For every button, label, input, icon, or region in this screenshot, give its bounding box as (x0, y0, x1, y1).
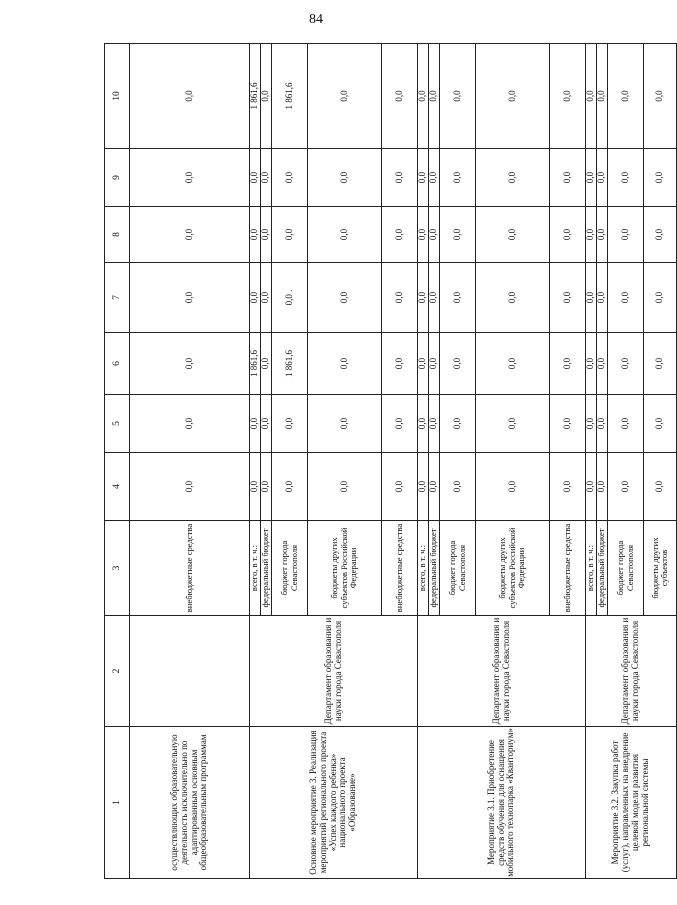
value-cell: 0,0 (250, 149, 261, 207)
value-cell: 0,0 (429, 44, 440, 149)
value-cell: 0,0 (272, 149, 308, 207)
value-cell: 0,0 . (272, 263, 308, 333)
value-cell: 1 861,6 (272, 333, 308, 395)
value-cell: 0,0 (382, 453, 418, 521)
value-cell: 0,0 (308, 395, 382, 453)
value-cell: 0,0 (608, 333, 644, 395)
value-cell: 0,0 (644, 333, 677, 395)
category-cell: всего, в т. ч.: (418, 521, 429, 616)
category-cell: бюджеты других субъектов (644, 521, 677, 616)
value-cell: 0,0 (429, 207, 440, 263)
value-cell: 0,0 (440, 453, 476, 521)
value-cell: 0,0 (597, 207, 608, 263)
value-cell: 0,0 (272, 395, 308, 453)
value-cell: 0,0 (476, 453, 550, 521)
category-cell: всего, в т. ч.: (250, 521, 261, 616)
page-number: 84 (309, 12, 323, 27)
value-cell: 0,0 (586, 263, 597, 333)
value-cell: 0,0 (608, 44, 644, 149)
value-cell: 0,0 (130, 263, 250, 333)
value-cell: 0,0 (130, 207, 250, 263)
value-cell: 0,0 (261, 453, 272, 521)
value-cell: 0,0 (644, 395, 677, 453)
category-cell: внебюджетные средства (130, 521, 250, 616)
value-cell: 0,0 (550, 207, 586, 263)
value-cell: 0,0 (597, 44, 608, 149)
value-cell: 0,0 (440, 333, 476, 395)
value-cell: 0,0 (440, 207, 476, 263)
value-cell: 0,0 (550, 395, 586, 453)
header-row (105, 44, 130, 879)
value-cell: 0,0 (308, 44, 382, 149)
value-cell: 0,0 (261, 395, 272, 453)
category-cell: бюджет города Севастополя (272, 521, 308, 616)
column-header: 10 (105, 44, 130, 149)
column-header: 3 (105, 521, 130, 616)
value-cell: 0,0 (429, 333, 440, 395)
value-cell: 0,0 (550, 263, 586, 333)
value-cell: 0,0 (250, 207, 261, 263)
value-cell: 0,0 (476, 149, 550, 207)
value-cell: 0,0 (382, 44, 418, 149)
value-cell: 0,0 (429, 395, 440, 453)
column-header: 8 (105, 207, 130, 263)
column-header: 6 (105, 333, 130, 395)
value-cell: 0,0 (550, 44, 586, 149)
value-cell: 0,0 (586, 333, 597, 395)
category-cell: внебюджетные средства (550, 521, 586, 616)
category-cell: федеральный бюджет (597, 521, 608, 616)
value-cell: 0,0 (429, 453, 440, 521)
value-cell: 0,0 (476, 263, 550, 333)
value-cell: 0,0 (382, 263, 418, 333)
value-cell: 0,0 (429, 263, 440, 333)
category-cell: бюджет города Севастополя (608, 521, 644, 616)
value-cell: 0,0 (130, 149, 250, 207)
category-cell: бюджеты других субъектов Российской Федерации (476, 521, 550, 616)
value-cell: 0,0 (644, 44, 677, 149)
value-cell: 0,0 (130, 395, 250, 453)
category-cell: внебюджетные средства (382, 521, 418, 616)
executor-cell (130, 616, 250, 727)
value-cell: 1 861,6 (272, 44, 308, 149)
value-cell: 0,0 (382, 149, 418, 207)
value-cell: 0,0 (644, 263, 677, 333)
activity-cell: Мероприятие 3.1. Приобретение средств обучения для оснащения мобильного технопарка «Кванториум» (418, 727, 586, 879)
budget-table-rotated (104, 44, 669, 879)
value-cell: 0,0 (382, 395, 418, 453)
activity-cell: осуществляющих образовательную деятельность исключительно по адаптированным основным общеобразовательным программам (130, 727, 250, 879)
value-cell: 0,0 (261, 333, 272, 395)
value-cell: 0,0 (308, 453, 382, 521)
executor-cell: Департамент образования и науки города Севастополя (418, 616, 586, 727)
value-cell: 0,0 (130, 44, 250, 149)
column-header: 4 (105, 453, 130, 521)
category-cell: федеральный бюджет (261, 521, 272, 616)
category-cell: бюджет города Севастополя (440, 521, 476, 616)
value-cell: 0,0 (586, 44, 597, 149)
value-cell: 0,0 (250, 395, 261, 453)
value-cell: 0,0 (418, 395, 429, 453)
value-cell: 0,0 (250, 453, 261, 521)
value-cell: 0,0 (476, 207, 550, 263)
value-cell: 0,0 (382, 333, 418, 395)
value-cell: 0,0 (440, 263, 476, 333)
value-cell: 0,0 (586, 453, 597, 521)
value-cell: 0,0 (308, 149, 382, 207)
value-cell: 0,0 (308, 263, 382, 333)
value-cell: 0,0 (272, 453, 308, 521)
executor-cell: Департамент образования и науки города Севастополя (250, 616, 418, 727)
value-cell: 0,0 (644, 149, 677, 207)
value-cell: 0,0 (308, 207, 382, 263)
value-cell: 0,0 (597, 263, 608, 333)
value-cell: 0,0 (597, 395, 608, 453)
column-header: 5 (105, 395, 130, 453)
value-cell: 0,0 (418, 207, 429, 263)
value-cell: 0,0 (382, 207, 418, 263)
table-row-intro (130, 44, 250, 879)
column-header: 2 (105, 616, 130, 727)
column-header: 7 (105, 263, 130, 333)
value-cell: 0,0 (644, 207, 677, 263)
value-cell: 0,0 (261, 207, 272, 263)
value-cell: 0,0 (308, 333, 382, 395)
value-cell: 0,0 (418, 44, 429, 149)
value-cell: 0,0 (608, 453, 644, 521)
value-cell: 0,0 (440, 395, 476, 453)
category-cell: федеральный бюджет (429, 521, 440, 616)
value-cell: 0,0 (586, 149, 597, 207)
value-cell: 0,0 (418, 149, 429, 207)
value-cell: 0,0 (608, 395, 644, 453)
value-cell: 0,0 (440, 44, 476, 149)
value-cell: 0,0 (597, 149, 608, 207)
value-cell: 0,0 (608, 207, 644, 263)
value-cell: 0,0 (476, 44, 550, 149)
value-cell: 0,0 (272, 207, 308, 263)
value-cell: 0,0 (418, 263, 429, 333)
value-cell: 0,0 (130, 453, 250, 521)
value-cell: 0,0 (476, 333, 550, 395)
value-cell: 0,0 (586, 207, 597, 263)
value-cell: 0,0 (586, 395, 597, 453)
budget-table (104, 43, 677, 879)
value-cell: 0,0 (550, 149, 586, 207)
value-cell: 0,0 (597, 453, 608, 521)
activity-cell: Основное мероприятие 3. Реализация мероприятий регионального проекта «Успех каждого ребенка» национального проекта «Образование» (250, 727, 418, 879)
value-cell: 0,0 (550, 453, 586, 521)
executor-cell: Департамент образования и науки города Севастополя (586, 616, 677, 727)
table-row (418, 44, 429, 879)
value-cell: 0,0 (418, 333, 429, 395)
activity-cell: Мероприятие 3.2. Закупка работ (услуг), направленных на внедрение целевой модели развития региональной системы (586, 727, 677, 879)
value-cell: 0,0 (261, 263, 272, 333)
value-cell: 0,0 (597, 333, 608, 395)
value-cell: 0,0 (261, 149, 272, 207)
value-cell: 0,0 (261, 44, 272, 149)
column-header: 1 (105, 727, 130, 879)
value-cell: 0,0 (644, 453, 677, 521)
column-header: 9 (105, 149, 130, 207)
value-cell: 0,0 (429, 149, 440, 207)
value-cell: 0,0 (250, 263, 261, 333)
value-cell: 1 861,6 (250, 333, 261, 395)
category-cell: бюджеты других субъектов Российской Федерации (308, 521, 382, 616)
category-cell: всего, в т. ч.: (586, 521, 597, 616)
value-cell: 0,0 (130, 333, 250, 395)
value-cell: 0,0 (550, 333, 586, 395)
table-row (586, 44, 597, 879)
value-cell: 0,0 (608, 149, 644, 207)
value-cell: 0,0 (418, 453, 429, 521)
value-cell: 0,0 (608, 263, 644, 333)
value-cell: 0,0 (440, 149, 476, 207)
value-cell: 1 861,6 (250, 44, 261, 149)
table-row (250, 44, 261, 879)
value-cell: 0,0 (476, 395, 550, 453)
